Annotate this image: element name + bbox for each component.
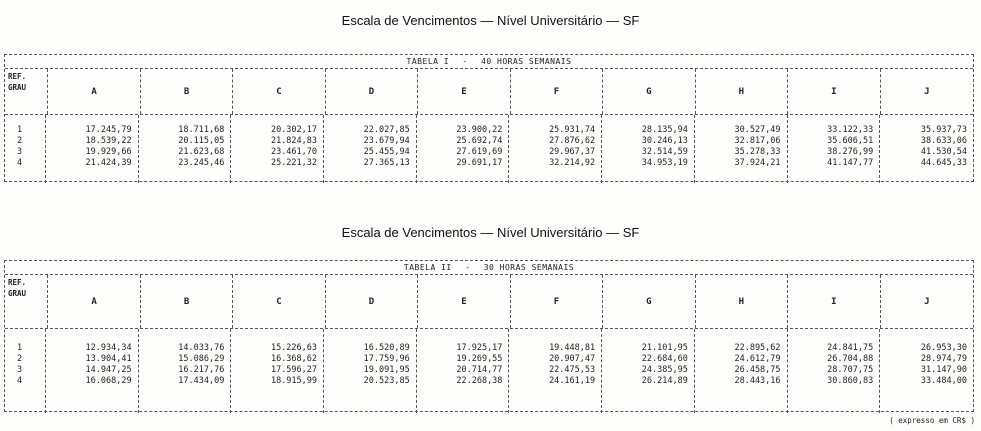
table1-cell: 35.278,33: [734, 147, 781, 157]
table1-col-header-f: F: [510, 69, 602, 114]
table2-value-column-h: [694, 329, 787, 413]
table2-grau-label: GRAU: [8, 289, 27, 298]
table1-col-header-h: H: [695, 69, 787, 114]
table2-cell: 33.484,00: [920, 376, 967, 386]
table1-cell: 18.711,68: [178, 125, 225, 135]
table2-cell: 26.953,30: [920, 343, 967, 353]
table2-grade-column: [5, 329, 45, 413]
table1-cell: 41.530,54: [920, 147, 967, 157]
table2-col-header-j: J: [880, 275, 973, 328]
table2-cell: 20.714,77: [456, 365, 503, 375]
table2-body: [5, 329, 973, 413]
table2-header-row: [5, 275, 973, 329]
table1-cell: 41.147,77: [827, 158, 874, 168]
table2-grade-label: 3: [17, 365, 23, 375]
table2-grade-label: 1: [17, 343, 23, 353]
table2-value-column-j: [879, 329, 973, 413]
table1-col-header-e: E: [417, 69, 509, 114]
table1-cell: 30.527,49: [734, 125, 781, 135]
table2-value-column-c: [230, 329, 323, 413]
table2-col-header-g: G: [602, 275, 694, 328]
table1-cell: 22.027,85: [363, 125, 410, 135]
table1-cell: 38.633,06: [920, 136, 967, 146]
table1-cell: 29.967,37: [549, 147, 596, 157]
table2-cell: 12.934,34: [85, 343, 132, 353]
table1-cell: 19.929,66: [85, 147, 132, 157]
table1-grade-column: [5, 115, 45, 183]
table2-cell: 20.907,47: [549, 354, 596, 364]
table1-cell: 34.953,19: [641, 158, 688, 168]
table1-grade-label: 1: [17, 125, 23, 135]
table2-col-header-a: A: [47, 275, 139, 328]
table1-cell: 33.122,33: [827, 125, 874, 135]
table2-cell: 26.214,89: [641, 376, 688, 386]
table2-ref-grau-header: [5, 275, 47, 328]
table2-cell: 28.707,75: [827, 365, 874, 375]
table1-cell: 32.514,59: [641, 147, 688, 157]
table1-caption-hours: 40 HORAS SEMANAIS: [481, 57, 572, 66]
table1-value-column-j: [879, 115, 973, 183]
table2-value-column-f: [508, 329, 601, 413]
table1-col-header-j: J: [880, 69, 973, 114]
table2-grade-label: 4: [17, 376, 23, 386]
table2-value-column-d: [323, 329, 416, 413]
table1-value-column-h: [694, 115, 787, 183]
table1-col-header-d: D: [325, 69, 417, 114]
table1-cell: 20.302,17: [270, 125, 318, 135]
table1-cell: 32.214,92: [549, 158, 596, 168]
table2-cell: 15.226,63: [270, 343, 318, 353]
table2-cell: 22.684,60: [641, 354, 688, 364]
table1-cell: 38.276,99: [827, 147, 874, 157]
currency-footnote: ( expresso em CR$ ): [889, 416, 975, 425]
table2-caption: TABELA II - 30 HORAS SEMANAIS: [5, 261, 973, 275]
table2-cell: 16.520,89: [363, 343, 410, 353]
table2-col-header-d: D: [325, 275, 417, 328]
table1-cell: 21.424,39: [85, 158, 132, 168]
table2-cell: 21.101,95: [641, 343, 688, 353]
table1-cell: 25.221,32: [270, 158, 318, 168]
table1-cell: 18.539,22: [85, 136, 132, 146]
table1-cell: 29.691,17: [456, 158, 503, 168]
table2-cell: 18.915,99: [270, 376, 318, 386]
table2-cell: 22.268,38: [456, 376, 503, 386]
table2-cell: 14.947,25: [85, 365, 132, 375]
table1-cell: 27.619,69: [456, 147, 503, 157]
table2-col-header-i: I: [787, 275, 879, 328]
table1-value-column-c: [230, 115, 323, 183]
table1-heading: Escala de Vencimentos — Nível Universitário — SF: [341, 13, 640, 28]
table2-grade-label: 2: [17, 354, 23, 364]
table2-cell: 16.068,29: [85, 376, 132, 386]
table1-cell: 21.824,83: [270, 136, 318, 146]
table2-cell: 26.458,75: [734, 365, 781, 375]
table1-value-column-b: [138, 115, 231, 183]
table1-grau-label: GRAU: [8, 83, 27, 92]
table2-cell: 22.475,53: [549, 365, 596, 375]
table2-cell: 24.612,79: [734, 354, 781, 364]
table2-cell: 19.091,95: [363, 365, 410, 375]
table2-cell: 24.385,95: [641, 365, 688, 375]
table2-cell: 28.443,16: [734, 376, 781, 386]
table1-ref-grau-header: [5, 69, 47, 114]
table1-value-column-g: [601, 115, 694, 183]
table1-caption: TABELA I - 40 HORAS SEMANAIS: [5, 55, 973, 69]
table1-cell: 35.606,51: [827, 136, 874, 146]
table1-cell: 23.245,46: [178, 158, 225, 168]
table1-caption-title: TABELA I: [406, 57, 450, 66]
table2-value-column-i: [787, 329, 880, 413]
table1-cell: 23.679,94: [363, 136, 410, 146]
table2-cell: 30.860,83: [827, 376, 874, 386]
table2-cell: 14.033,76: [178, 343, 225, 353]
table2-cell: 17.925,17: [456, 343, 503, 353]
table1-cell: 44.645,33: [920, 158, 967, 168]
table1-grade-label: 3: [17, 147, 23, 157]
table1-cell: 37.924,21: [734, 158, 781, 168]
salary-table-30h: [4, 260, 974, 412]
table2-cell: 15.086,29: [178, 354, 225, 364]
table2-value-column-b: [138, 329, 231, 413]
table2-cell: 19.269,55: [456, 354, 503, 364]
table2-value-column-e: [416, 329, 509, 413]
table1-col-header-g: G: [602, 69, 694, 114]
table2-cell: 24.161,19: [549, 376, 596, 386]
salary-table-40h: [4, 54, 974, 182]
table2-ref-label: REF.: [8, 278, 27, 287]
table2-cell: 26.704,88: [827, 354, 874, 364]
table1-cell: 32.817,06: [734, 136, 781, 146]
table1-cell: 27.876,62: [549, 136, 596, 146]
table2-col-header-e: E: [417, 275, 509, 328]
table2-value-column-g: [601, 329, 694, 413]
table2-cell: 17.434,09: [178, 376, 225, 386]
table1-col-header-a: A: [47, 69, 139, 114]
table2-caption-hours: 30 HORAS SEMANAIS: [483, 263, 575, 272]
table2-caption-title: TABELA II: [403, 263, 452, 272]
table2-cell: 16.368,62: [270, 354, 318, 364]
table2-col-header-b: B: [140, 275, 232, 328]
table2-cell: 28.974,79: [920, 354, 967, 364]
table1-cell: 23.900,22: [456, 125, 503, 135]
table1-cell: 20.115,05: [178, 136, 225, 146]
table1-value-column-i: [787, 115, 880, 183]
table2-value-column-a: [45, 329, 138, 413]
table2-cell: 16.217,76: [178, 365, 225, 375]
table1-col-header-c: C: [232, 69, 324, 114]
table1-cell: 25.692,74: [456, 136, 503, 146]
table1-value-column-d: [323, 115, 416, 183]
table2-cell: 17.596,27: [270, 365, 318, 375]
table2-cell: 19.448,81: [549, 343, 596, 353]
table2-cell: 17.759,96: [363, 354, 410, 364]
table2-cell: 20.523,85: [363, 376, 410, 386]
table2-col-header-h: H: [695, 275, 787, 328]
table2-cell: 22.895,62: [734, 343, 781, 353]
table1-cell: 23.461,70: [270, 147, 318, 157]
table1-grade-label: 2: [17, 136, 23, 146]
table2-cell: 31.147,90: [920, 365, 967, 375]
table2-heading: Escala de Vencimentos — Nível Universitário — SF: [341, 225, 640, 240]
table1-cell: 25.931,74: [549, 125, 596, 135]
table1-value-column-e: [416, 115, 509, 183]
table1-body: [5, 115, 973, 183]
table1-header-row: [5, 69, 973, 115]
table1-col-header-b: B: [140, 69, 232, 114]
table1-value-column-f: [508, 115, 601, 183]
table1-value-column-a: [45, 115, 138, 183]
table2-cell: 13.904,41: [85, 354, 132, 364]
table1-cell: 27.365,13: [363, 158, 410, 168]
table2-cell: 24.841,75: [827, 343, 874, 353]
table2-col-header-f: F: [510, 275, 602, 328]
table1-cell: 21.623,68: [178, 147, 225, 157]
table1-ref-label: REF.: [8, 72, 27, 81]
table1-cell: 35.937,73: [920, 125, 967, 135]
table1-cell: 25.455,94: [363, 147, 410, 157]
table1-grade-label: 4: [17, 158, 23, 168]
table1-cell: 28.135,94: [641, 125, 688, 135]
table1-col-header-i: I: [787, 69, 879, 114]
table2-col-header-c: C: [232, 275, 324, 328]
table1-cell: 17.245,79: [85, 125, 132, 135]
table1-cell: 30.246,13: [641, 136, 688, 146]
